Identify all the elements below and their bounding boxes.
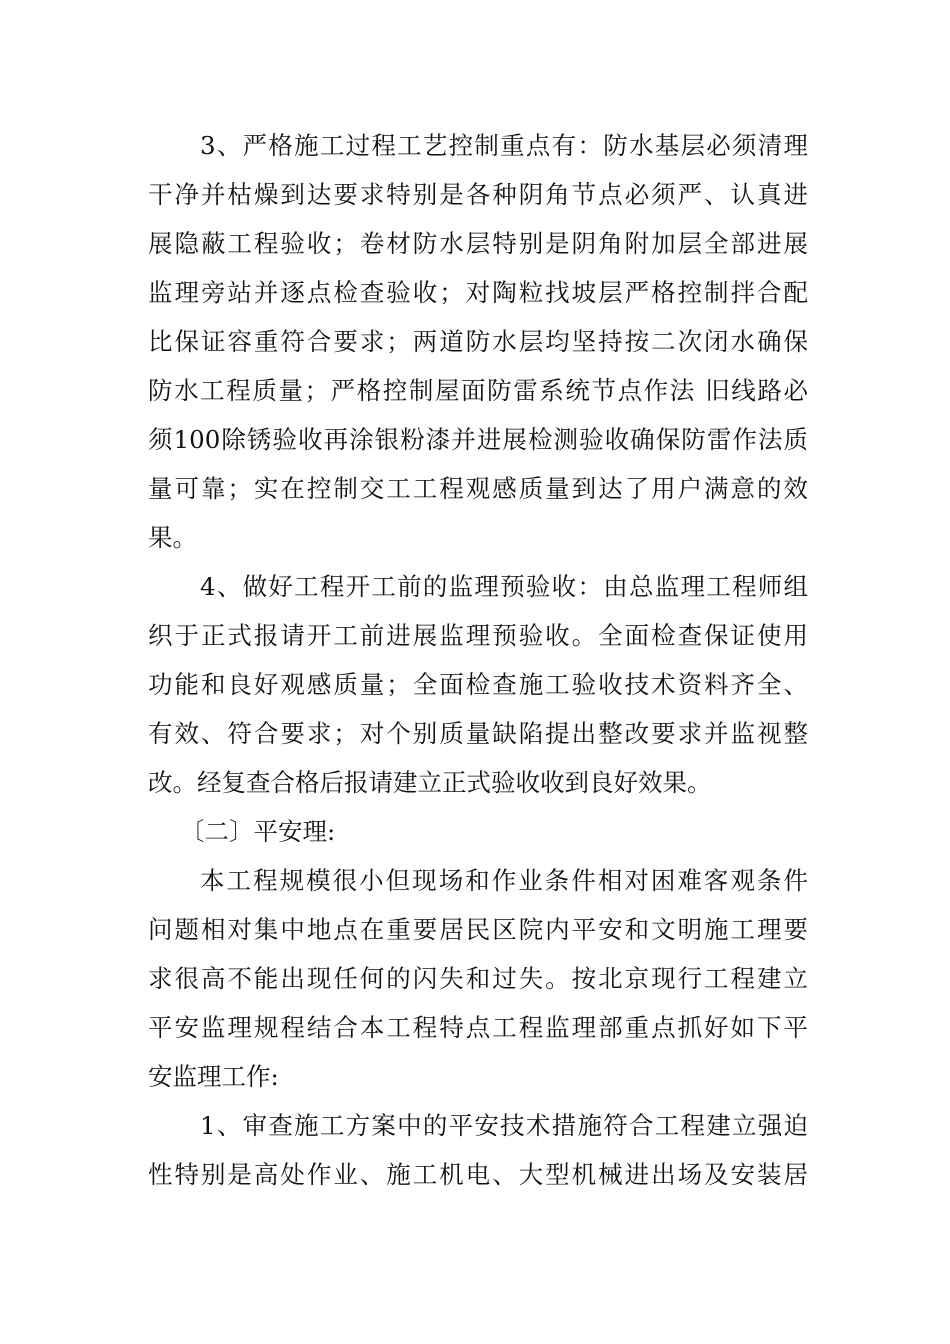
paragraph-3-line-7: 须100除锈验收再涂银粉漆并进展检测验收确保防雷作法质 [148,425,808,454]
paragraph-1-line-1: 1、审查施工方案中的平安技术措施符合工程建立强迫 [200,1111,808,1140]
paragraph-4-line-3: 功能和良好观感质量；全面检查施工验收技术资料齐全、 [148,670,808,699]
paragraph-3-line-1: 3、严格施工过程工艺控制重点有：防水基层必须清理 [200,131,808,160]
paragraph-safety-line-1: 本工程规模很小但现场和作业条件相对困难客观条件 [200,866,808,895]
paragraph-safety-line-4: 平安监理规程结合本工程特点工程监理部重点抓好如下平 [148,1013,808,1042]
paragraph-3-line-9: 果。 [148,523,197,552]
paragraph-3-line-4: 监理旁站并逐点检查验收；对陶粒找坡层严格控制拌合配 [148,278,808,307]
paragraph-4-line-1: 4、做好工程开工前的监理预验收：由总监理工程师组 [200,572,808,601]
paragraph-safety-line-3: 求很高不能出现任何的闪失和过失。按北京现行工程建立 [148,964,808,993]
paragraph-4-line-4: 有效、符合要求；对个别质量缺陷提出整改要求并监视整 [148,719,808,748]
paragraph-3-line-2: 干净并枯燥到达要求特别是各种阴角节点必须严、认真进 [148,180,808,209]
paragraph-4-line-2: 织于正式报请开工前进展监理预验收。全面检查保证使用 [148,621,808,650]
paragraph-3-line-8: 量可靠；实在控制交工工程观感质量到达了用户满意的效 [148,474,808,503]
paragraph-3-line-6: 防水工程质量；严格控制屋面防雷系统节点作法 旧线路必 [148,376,808,405]
paragraph-3-line-5: 比保证容重符合要求；两道防水层均坚持按二次闭水确保 [148,327,808,356]
paragraph-1-line-2: 性特别是高处作业、施工机电、大型机械进出场及安装居 [148,1160,808,1189]
paragraph-4-line-5: 改。经复查合格后报请建立正式验收收到良好效果。 [148,768,712,797]
section-heading: 〔二〕平安理: [180,817,336,846]
paragraph-3-line-3: 展隐蔽工程验收；卷材防水层特别是阴角附加层全部进展 [148,229,808,258]
paragraph-safety-line-2: 问题相对集中地点在重要居民区院内平安和文明施工理要 [148,915,808,944]
paragraph-safety-line-5: 安监理工作: [148,1062,279,1091]
